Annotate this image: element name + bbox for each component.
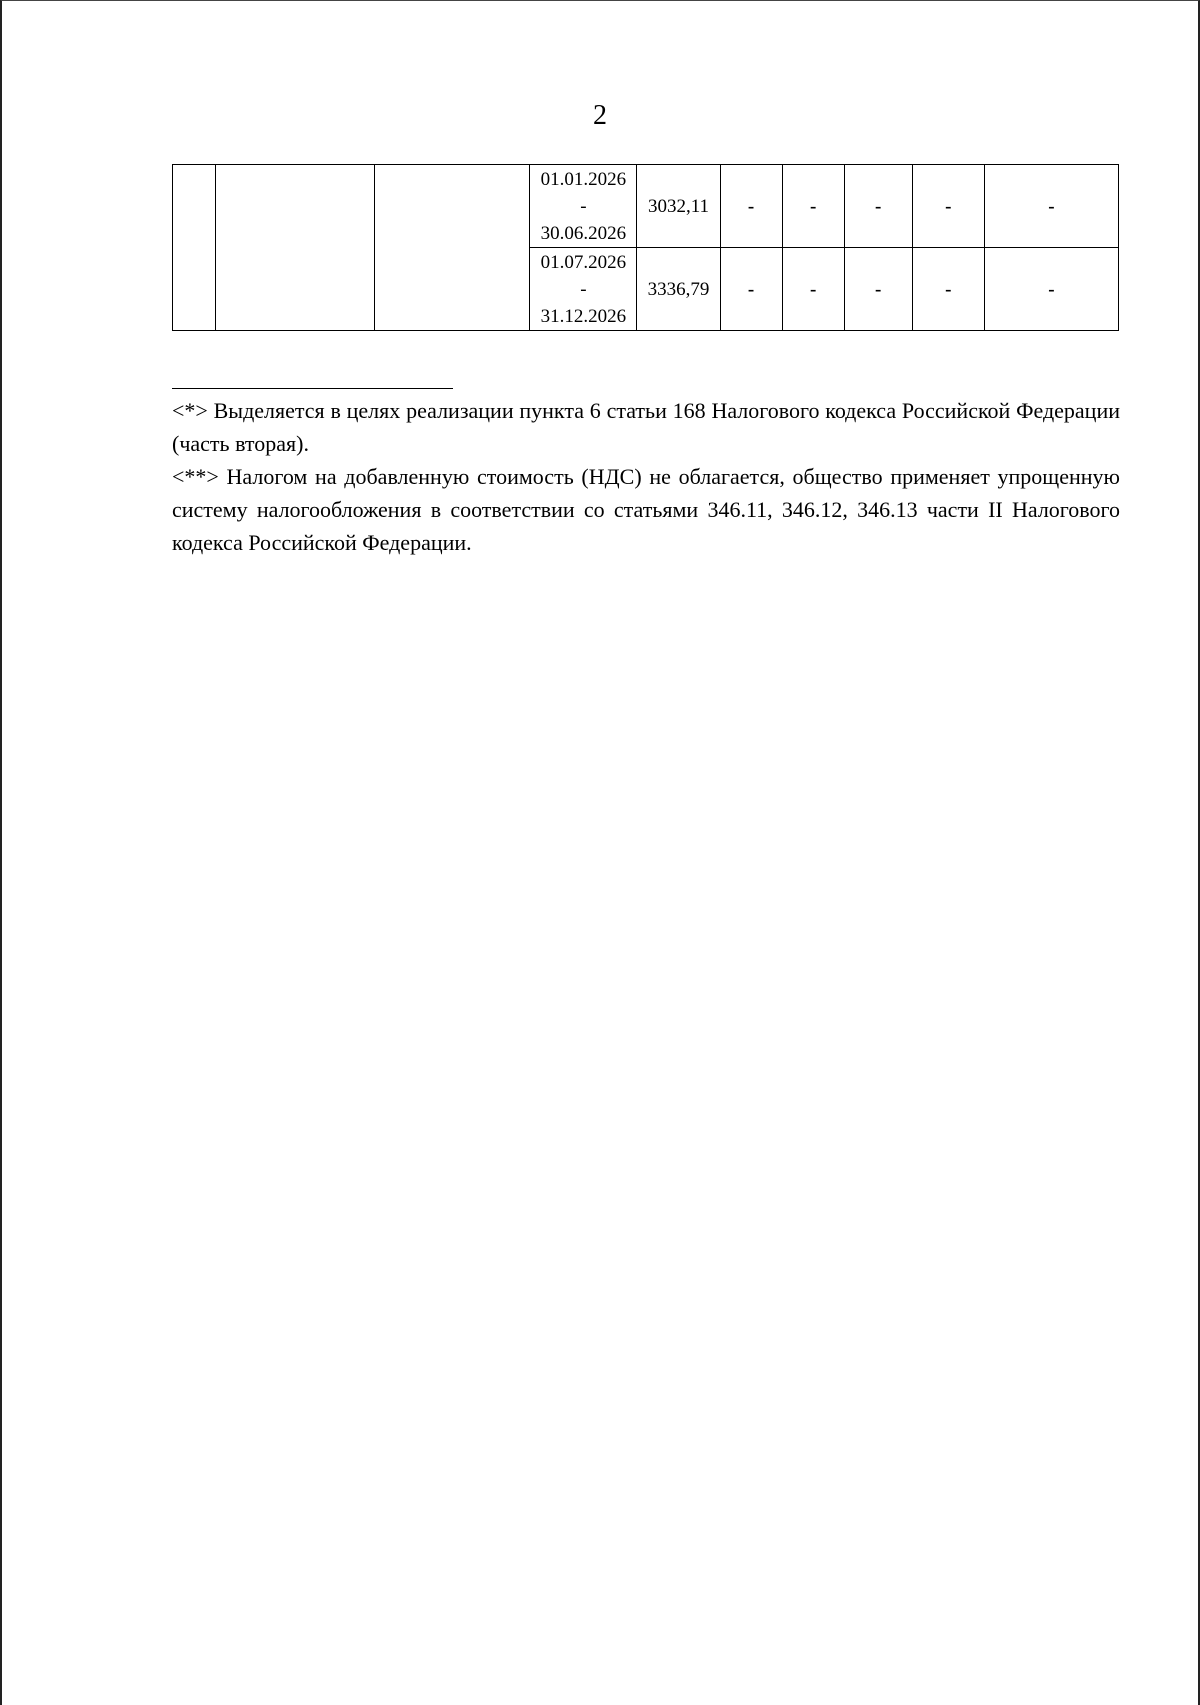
dash-cell: - [782,165,844,248]
period-start: 01.01.2026 [540,168,627,190]
merged-empty-cell-2 [216,165,375,331]
table-row [173,165,1119,248]
dash-cell: - [720,165,782,248]
merged-empty-cell-1 [173,165,216,331]
period-cell [530,248,637,331]
tariff-value: 3336,79 [637,248,720,331]
period-separator: - [580,278,587,300]
dash-cell: - [984,165,1118,248]
dash-cell: - [844,248,912,331]
period-end: 31.12.2026 [540,305,627,327]
footnotes [172,394,1120,559]
period-separator: - [580,195,587,217]
tariff-value: 3032,11 [637,165,720,248]
merged-empty-cell-3 [375,165,530,331]
period-cell [530,165,637,248]
footnote-2: <**> Налогом на добавленную стоимость (НДС) не облагается, общество применяет упрощенную систему налогообложения в соответствии со статьями 346.11, 346.12, 346.13 части II Налогового кодекса Российской Федерации. [172,464,1120,555]
dash-cell: - [912,248,984,331]
page-number: 2 [593,100,607,131]
dash-cell: - [912,165,984,248]
period-start: 01.07.2026 [540,251,627,273]
tariff-table [172,164,1119,331]
dash-cell: - [844,165,912,248]
dash-cell: - [984,248,1118,331]
footnote-1: <*> Выделяется в целях реализации пункта 6 статьи 168 Налогового кодекса Российской Федерации (часть вторая). [172,398,1120,456]
period-end: 30.06.2026 [540,222,627,244]
dash-cell: - [782,248,844,331]
dash-cell: - [720,248,782,331]
footnote-separator [172,388,453,389]
